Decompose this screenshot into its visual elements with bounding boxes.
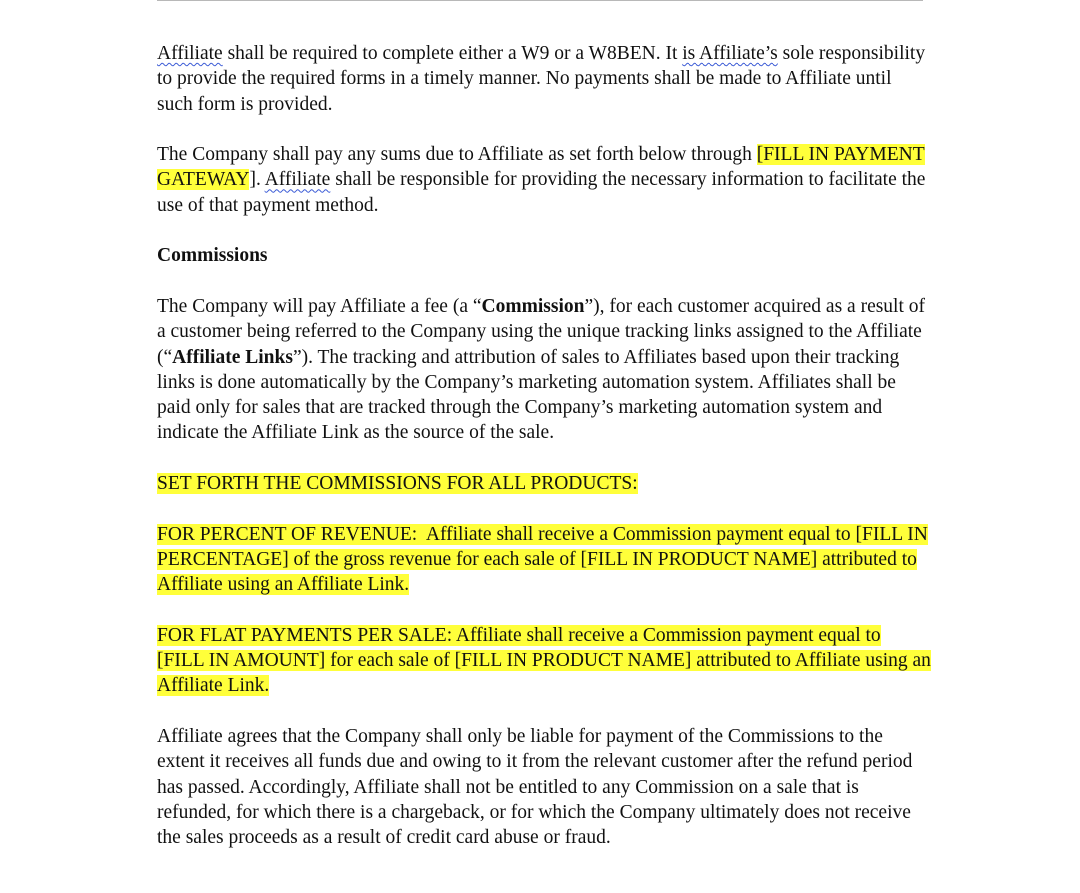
highlighted-text: FOR PERCENT OF REVENUE: Affiliate shall receive a Commission payment equal to [FILL IN PERCENTAGE] of the gross revenue for each sale of [FILL IN PRODUCT NAME] attributed to Affiliate using an Affiliate Link. [157, 523, 928, 596]
spellcheck-phrase-is-affiliates: is Affiliate’s [682, 43, 778, 64]
section-heading-commissions [157, 243, 932, 268]
text-run: sole responsibility to provide the required forms in a timely manner. No payments shall be made to Affiliate until such form is provided. [157, 43, 926, 115]
text-run: ”), for each customer acquired as a result of a customer being referred to the Company using the unique tracking links assigned to the Affiliate (“ [157, 295, 926, 368]
text-run: Affiliate agrees that the Company shall only be liable for payment of the Commissions to the extent it receives all funds due and owing to it from the relevant customer after the refund period has passed. Accordingly, Affiliate shall not be entitled to any Commission on a sale that is refunded, for which there is a chargeback, or for which the Company ultimately does not receive the sales proceeds as a result of credit card abuse or fraud. [157, 726, 913, 849]
paragraph-set-forth-commissions [157, 471, 932, 496]
paragraph-percent-of-revenue [157, 522, 932, 598]
defined-term-affiliate-links: Affiliate Links [172, 346, 293, 368]
paragraph-liability [157, 724, 932, 850]
paragraph-commission-definition [157, 294, 932, 446]
defined-term-commission: Commission [481, 295, 585, 317]
paragraph-tax-forms [157, 41, 932, 117]
text-run: shall be required to complete either a W9 or a W8BEN. It [222, 43, 683, 64]
spellcheck-word-affiliate: Affiliate [264, 169, 331, 191]
paragraph-flat-payments [157, 623, 932, 699]
heading-text: Commissions [157, 245, 268, 267]
document-body[interactable] [157, 41, 932, 876]
page-top-border [157, 0, 923, 1]
text-run: ”). The tracking and attribution of sales to Affiliates based upon their tracking links is done automatically by the Company’s marketing automation system. Affiliates shall be paid only for sales that are tracked through the Company’s marketing automation system and indicate the Affiliate Link as the source of the sale. [157, 346, 900, 444]
paragraph-payment-gateway [157, 142, 932, 218]
spellcheck-word-affiliate: Affiliate [157, 43, 223, 64]
text-run: The Company will pay Affiliate a fee (a “ [157, 295, 482, 317]
text-run: ]. [249, 169, 265, 191]
highlighted-text: FOR FLAT PAYMENTS PER SALE: Affiliate shall receive a Commission payment equal to [FILL IN AMOUNT] for each sale of [FILL IN PRODUCT NAME] attributed to Affiliate using an Affiliate Link. [157, 624, 931, 697]
text-run: shall be responsible for providing the necessary information to facilitate the use of that payment method. [157, 169, 926, 216]
highlighted-text: SET FORTH THE COMMISSIONS FOR ALL PRODUCTS: [157, 473, 638, 495]
text-run: The Company shall pay any sums due to Affiliate as set forth below through [157, 144, 757, 166]
highlighted-placeholder-payment-gateway: [FILL IN PAYMENT GATEWAY [157, 144, 925, 191]
